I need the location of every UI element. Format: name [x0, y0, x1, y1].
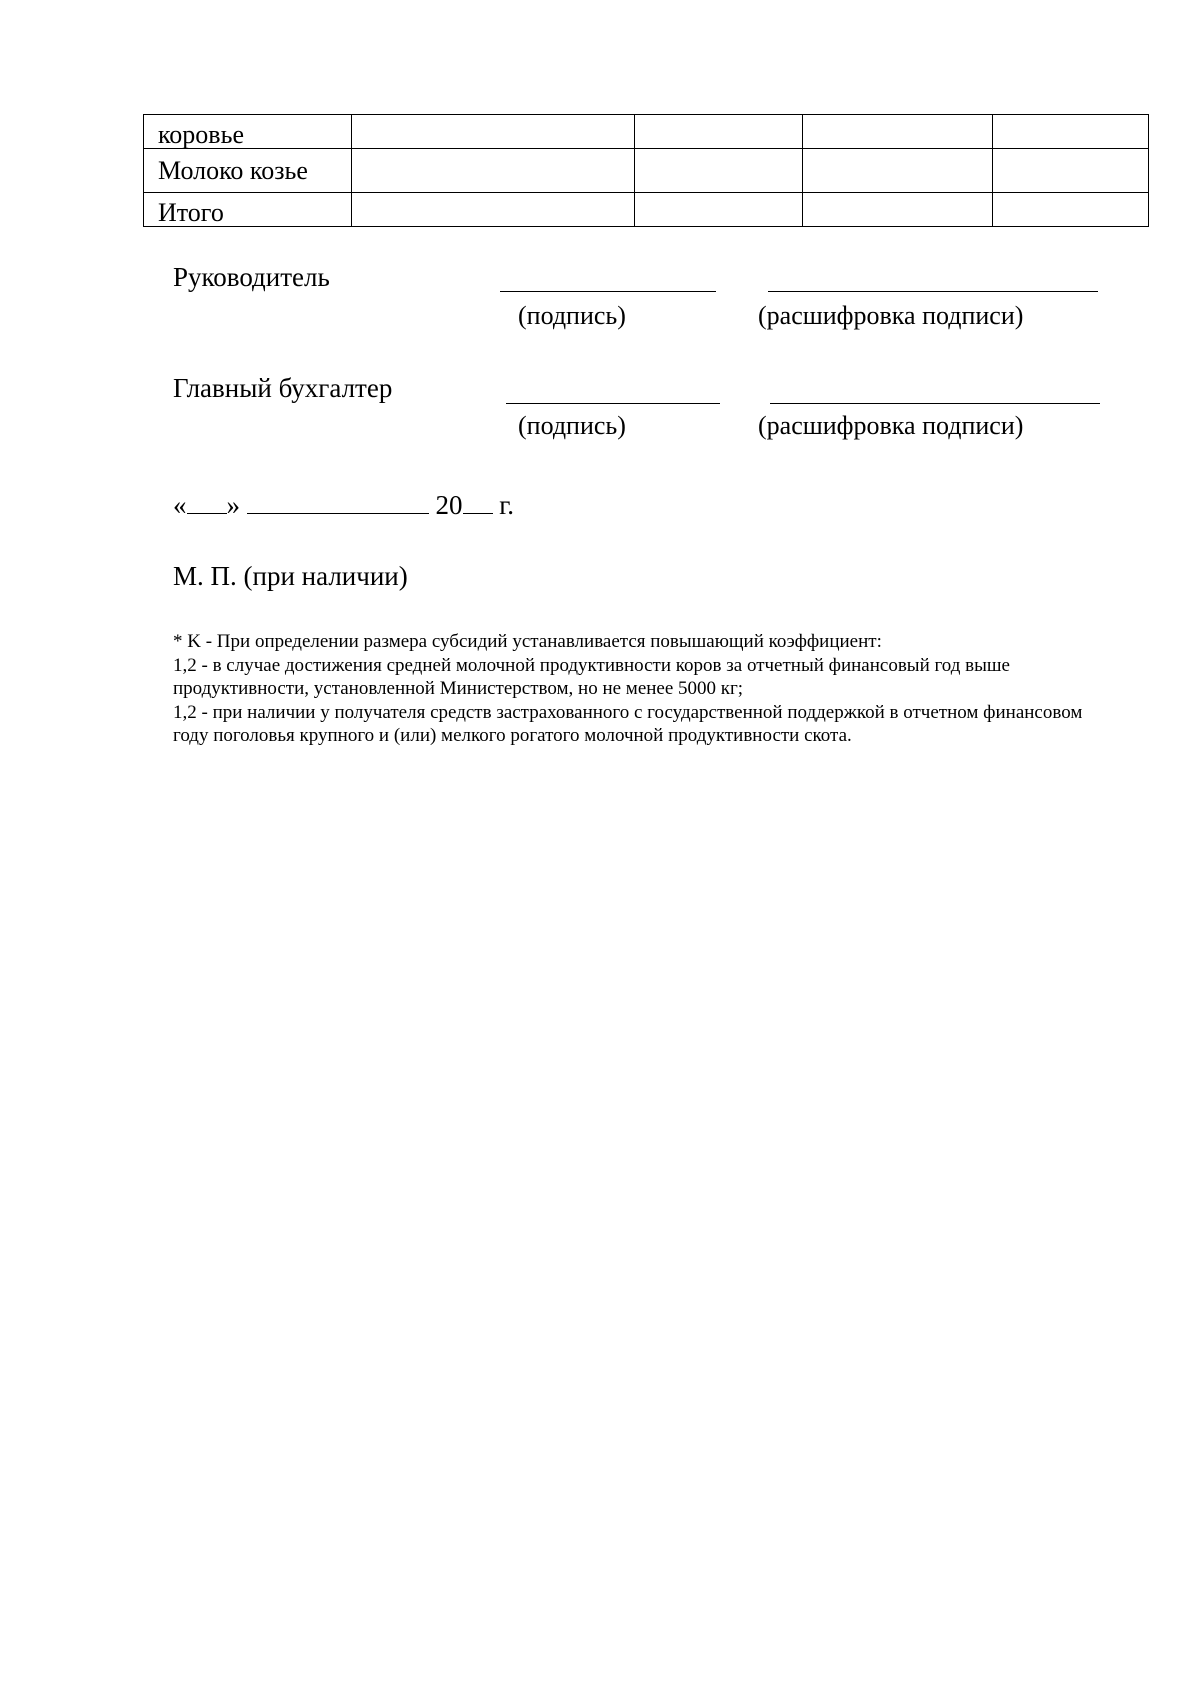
head-signature-caption: (подпись)	[518, 301, 626, 330]
footnote-line: 1,2 - при наличии у получателя средств застрахованного с государственной поддержкой в отчетном финансовом году поголовья крупного и (или) мелкого рогатого молочной продуктивности скота.	[173, 701, 1083, 746]
table-cell	[352, 193, 635, 227]
table-row	[144, 149, 1149, 193]
table-cell	[635, 149, 803, 193]
footnote-line: * K - При определении размера субсидий устанавливается повышающий коэффициент:	[173, 631, 882, 652]
table-cell	[352, 115, 635, 149]
date-close-quote: »	[226, 490, 240, 520]
head-decoding-caption: (расшифровка подписи)	[758, 301, 1024, 330]
accountant-decoding-caption: (расшифровка подписи)	[758, 411, 1024, 440]
accountant-signature-line	[506, 403, 720, 404]
table-row	[144, 115, 1149, 149]
year-suffix: г.	[499, 490, 515, 520]
row-label: Итого	[144, 193, 352, 227]
accountant-role-label: Главный бухгалтер	[173, 373, 393, 403]
table-cell	[352, 149, 635, 193]
accountant-decoding-line	[770, 403, 1100, 404]
day-blank	[187, 489, 227, 514]
table-cell	[635, 115, 803, 149]
row-label: коровье	[144, 115, 352, 149]
head-decoding-line	[768, 291, 1098, 292]
table-cell	[635, 193, 803, 227]
date-line	[173, 489, 514, 519]
table-cell	[803, 149, 993, 193]
date-open-quote: «	[173, 490, 187, 520]
head-role-label: Руководитель	[173, 262, 330, 292]
year-prefix: 20	[435, 490, 463, 520]
report-table	[143, 114, 1149, 227]
footnotes	[173, 630, 1103, 748]
table-cell	[803, 115, 993, 149]
head-signature-line	[500, 291, 716, 292]
table-cell	[993, 193, 1149, 227]
accountant-signature-caption: (подпись)	[518, 411, 626, 440]
stamp-label: М. П. (при наличии)	[173, 561, 408, 591]
month-blank	[247, 489, 429, 514]
year-blank	[463, 489, 493, 514]
row-label: Молоко козье	[144, 149, 352, 193]
footnote-line: 1,2 - в случае достижения средней молочной продуктивности коров за отчетный финансовый год выше продуктивности, установленной Министерством, но не менее 5000 кг;	[173, 654, 1010, 699]
table-cell	[993, 115, 1149, 149]
table-row	[144, 193, 1149, 227]
table-cell	[993, 149, 1149, 193]
table-cell	[803, 193, 993, 227]
